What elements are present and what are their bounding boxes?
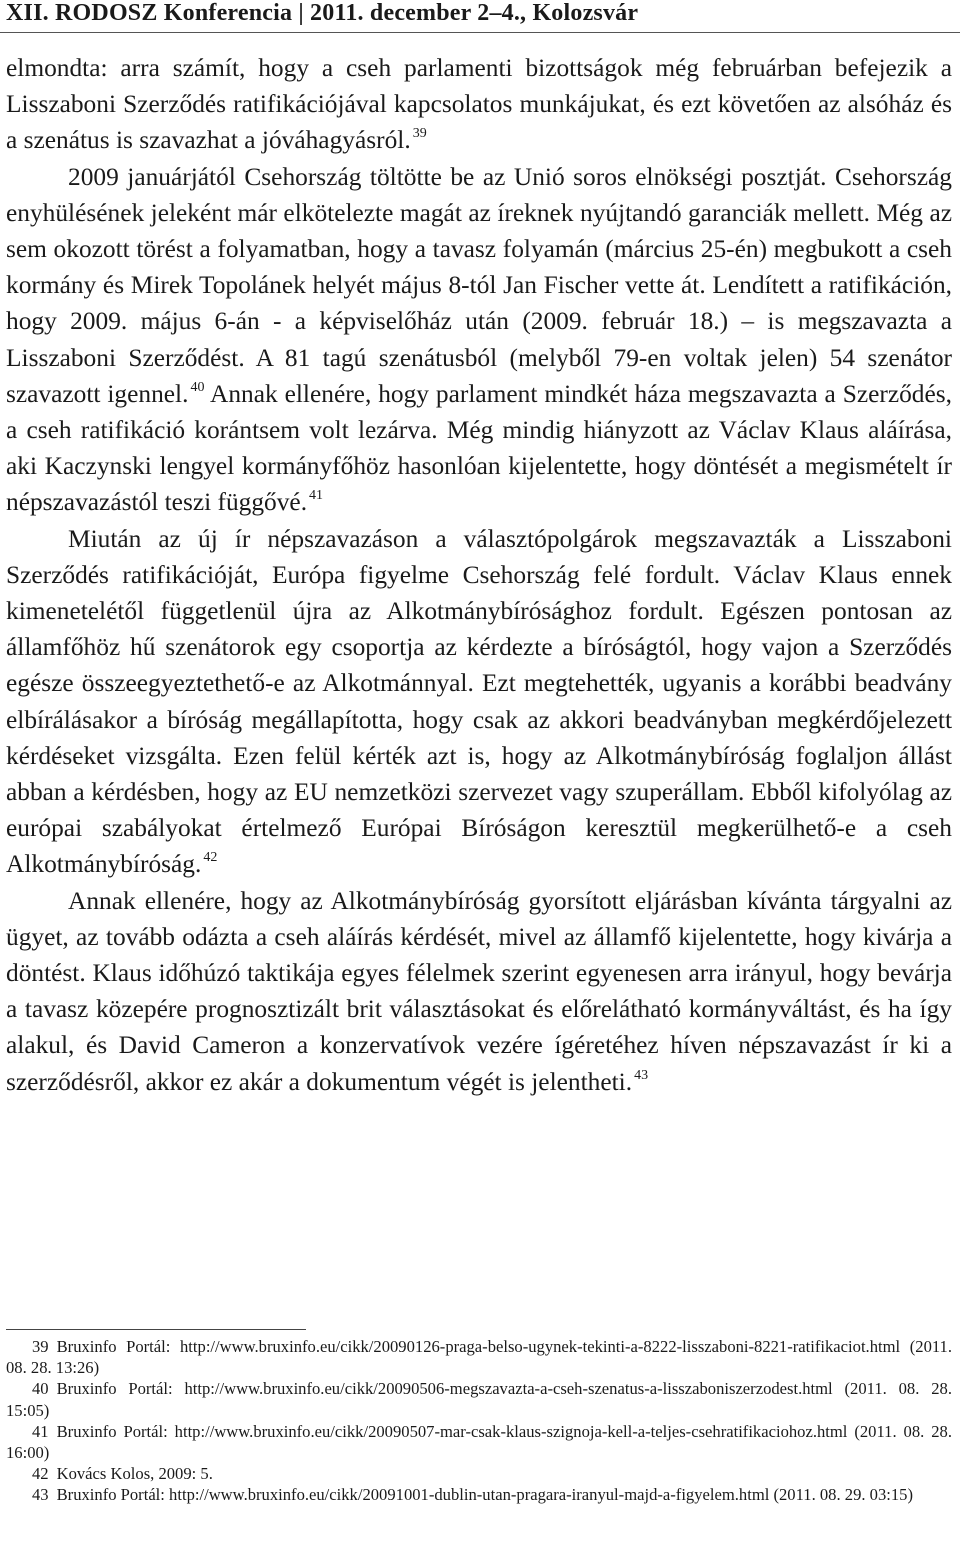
footnote-rule — [6, 1329, 306, 1330]
footnote-text: Bruxinfo Portál: http://www.bruxinfo.eu/cikk/20090506-megszavazta-a-cseh-szenatus-a-lisszaboniszerzodest.html (2011. 08. 28. 15:05) — [6, 1379, 952, 1420]
footnote-ref: 41 — [309, 488, 324, 504]
body-text — [6, 50, 952, 1100]
footnote-number: 39 — [32, 1337, 49, 1356]
footnote-text: Bruxinfo Portál: http://www.bruxinfo.eu/cikk/20090507-mar-csak-klaus-szignoja-kell-a-teljes-csehratifikaciohoz.html (2011. 08. 28. 16:00) — [6, 1421, 952, 1463]
paragraph-text: 2009 januárjától Csehország töltötte be az Unió soros elnökségi posztját. Csehország enyhülésének jeleként már elkötelezte magát az íreknek nyújtandó garanciák mellett. Még az sem okozott törést a folyamatban, hogy a tavasz folyamán (március 25-én) megbukott a cseh kormány és Mirek Topolánek helyét május 8-tól Jan Fischer vette át. Lendített a ratifikáción, hogy 2009. május 6-án - a képviselőház után (2009. február 18.) – is megszavazta a Lisszaboni Szerződést. A 81 tagú szenátusból (melyből 79-en voltak jelen) 54 szenátor szavazott igennel. — [6, 162, 952, 408]
paragraph-text-tail: Annak ellenére, hogy parlament mindkét háza megszavazta a Szerződés, a cseh ratifikáció korántsem volt lezárva. Még mindig hiányzott az Václav Klaus aláírása, aki Kaczynski lengyel kormányfőhöz hasonlóan kijelentette, hogy döntését a megismételt ír népszavazástól teszi függővé. — [6, 379, 952, 517]
footnotes — [6, 1336, 952, 1506]
footnote-number: 41 — [32, 1421, 49, 1441]
paragraph-3 — [6, 521, 952, 883]
paragraph-4 — [6, 883, 952, 1100]
paragraph-text: elmondta: arra számít, hogy a cseh parlamenti bizottságok még februárban befejezik a Lisszaboni Szerződés ratifikációjával kapcsolatos munkájukat, és ezt követően az alsóház és a szenátus is szavazhat a jóváhagyásról. — [6, 54, 952, 155]
footnote-text: Bruxinfo Portál: http://www.bruxinfo.eu/cikk/20090126-praga-belso-ugynek-tekinti-a-8222-lisszaboni-8221-ratifikaciot.html (2011. 08. 28. 13:26) — [6, 1337, 952, 1378]
footnote-number: 40 — [32, 1379, 49, 1399]
footnote-ref: 43 — [634, 1067, 649, 1083]
paragraph-1 — [6, 50, 952, 159]
footnote-43 — [6, 1484, 952, 1505]
paragraph-text: Annak ellenére, hogy az Alkotmánybíróság gyorsított eljárásban kívánta tárgyalni az ügyet, az tovább odázta a cseh aláírás kérdését, mivel az államfő kijelentette, hogy kivárja a döntést. Klaus időhúzó taktikája egyes félelmek szerint egyenesen arra irányul, hogy bevárja a tavasz közepére prognosztizált brit választásokat és előrelátható kormányváltást, és ha így alakul, és David Cameron a konzervatívok vezére ígéretéhez híven népszavazást ír ki a szerződésről, akkor ez akár a dokumentum végét is jelentheti. — [6, 886, 952, 1096]
footnote-number: 43 — [32, 1485, 49, 1505]
footnote-ref: 40 — [190, 379, 205, 395]
footnote-ref: 42 — [203, 850, 218, 866]
paragraph-text: Miután az új ír népszavazáson a választópolgárok megszavazták a Lisszaboni Szerződés ratifikációját, Európa figyelme Csehország felé fordult. Václav Klaus ennek kimenetelétől függetlenül újra az Alkotmánybírósághoz fordult. Egészen pontosan az államfőhöz hű szenátorok egy csoportja az kérdezte a bíróságtól, hogy vajon a Szerződés egésze összeegyeztethető-e az Alkotmánnyal. Ezt megtehették, ugyanis a korábbi beadvány elbírálásakor a bíróság megállapította, hogy csak az akkori beadványban megkérdőjelezett kérdéseket vizsgálta. Ezen felül kérték azt is, hogy az Alkotmánybíróság foglaljon állást abban a kérdésben, hogy az EU nemzetközi szervezet vagy szuperállam. Ebből kifolyólag az európai szabályokat értelmező Európai Bíróságon keresztül megkerülhető-e a cseh Alkotmánybíróság. — [6, 524, 952, 879]
footnote-41 — [6, 1421, 952, 1463]
footnote-39 — [6, 1336, 952, 1378]
footnote-42 — [6, 1463, 952, 1484]
running-header: XII. RODOSZ Konferencia | 2011. december 2–4., Kolozsvár — [6, 0, 639, 26]
paragraph-2 — [6, 159, 952, 521]
footnote-text: Kovács Kolos, 2009: 5. — [56, 1464, 213, 1484]
header-rule — [0, 32, 960, 33]
footnote-40 — [6, 1378, 952, 1420]
footnote-text: Bruxinfo Portál: http://www.bruxinfo.eu/cikk/20091001-dublin-utan-pragara-iranyul-majd-a-figyelem.html (2011. 08. 29. 03:15) — [56, 1485, 913, 1505]
footnote-ref: 39 — [412, 126, 427, 142]
footnote-number: 42 — [32, 1464, 49, 1484]
